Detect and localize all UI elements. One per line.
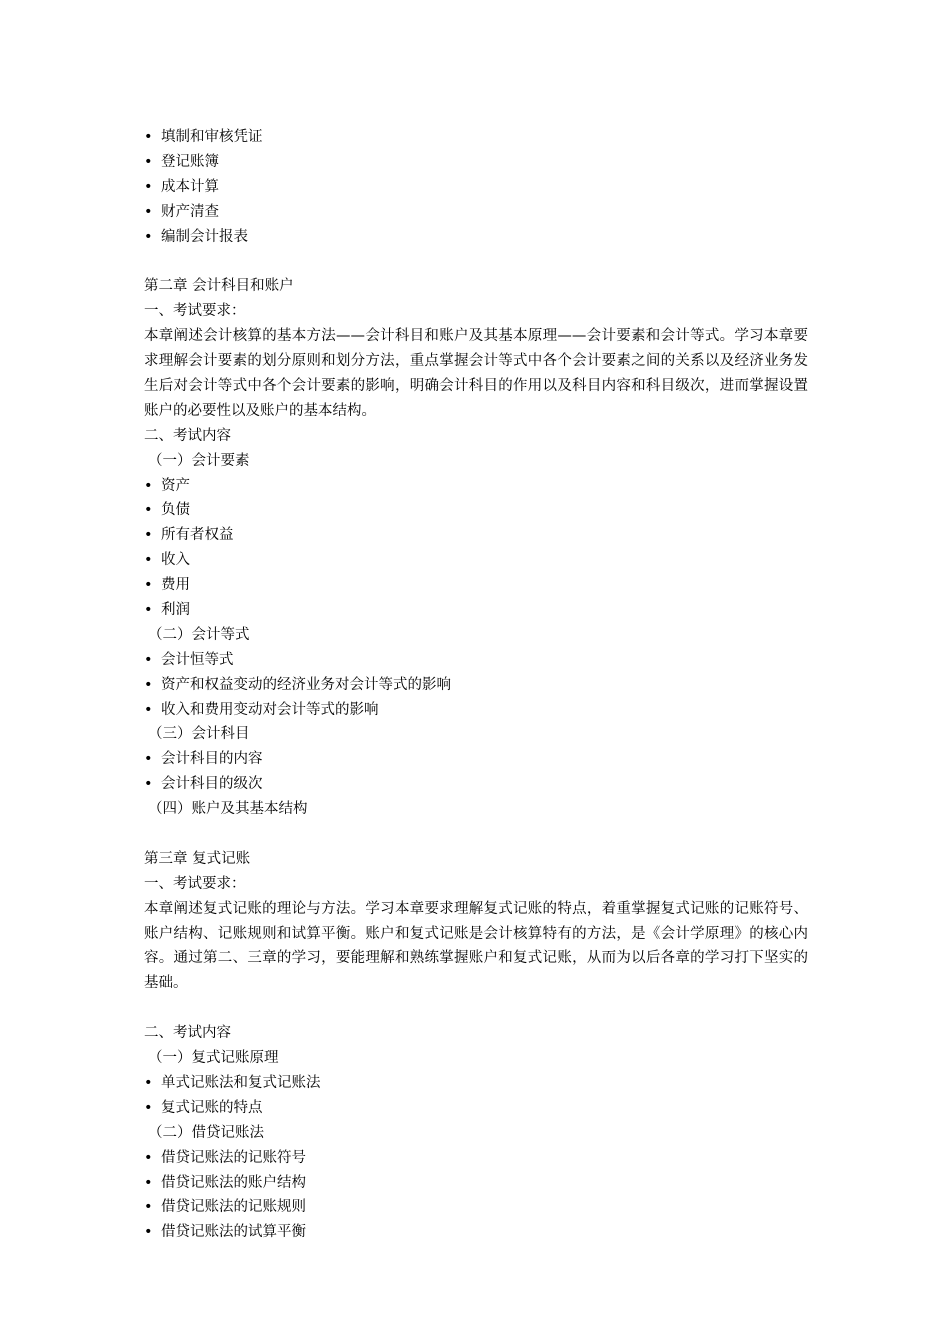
bullet-icon: •	[144, 203, 153, 220]
bullet-icon: •	[144, 1074, 153, 1091]
document-body	[144, 125, 808, 1245]
chapter1-method-list	[144, 125, 808, 249]
bullet-icon: •	[144, 552, 153, 569]
list-item: • 复式记账的特点	[144, 1096, 808, 1121]
list-item: • 资产	[144, 474, 808, 499]
chapter3-requirements-text: 本章阐述复式记账的理论与方法。学习本章要求理解复式记账的特点，着重掌握复式记账的记账符号、账户结构、记账规则和试算平衡。账户和复式记账是会计核算特有的方法，是《会计学原理》的核心内容。通过第二、三章的学习，要能理解和熟练掌握账户和复式记账，从而为以后各章的学习打下坚实的基础。	[144, 900, 808, 992]
bullet-icon: •	[144, 676, 153, 693]
list-item: • 借贷记账法的试算平衡	[144, 1220, 808, 1245]
bullet-icon: •	[144, 1224, 153, 1241]
list-item: • 收入	[144, 548, 808, 573]
chapter2-title: 第二章 会计科目和账户	[144, 278, 294, 295]
list-item: • 借贷记账法的记账符号	[144, 1146, 808, 1171]
list-item: • 借贷记账法的账户结构	[144, 1171, 808, 1196]
chapter3-subsection-2: （二）借贷记账法	[148, 1124, 264, 1141]
chapter2-content-heading: 二、考试内容	[144, 427, 231, 444]
chapter2-subsection-2: （二）会计等式	[148, 626, 250, 643]
chapter3-section	[144, 847, 808, 1245]
chapter2-subsection-3: （三）会计科目	[148, 726, 250, 743]
list-item: • 收入和费用变动对会计等式的影响	[144, 698, 808, 723]
list-item: • 会计科目的内容	[144, 747, 808, 772]
list-item: • 单式记账法和复式记账法	[144, 1071, 808, 1096]
bullet-icon: •	[144, 1099, 153, 1116]
chapter2-subsection-4: （四）账户及其基本结构	[148, 801, 308, 818]
list-item: • 利润	[144, 598, 808, 623]
list-item: • 借贷记账法的记账规则	[144, 1195, 808, 1220]
bullet-icon: •	[144, 1199, 153, 1216]
chapter3-requirements-heading: 一、考试要求：	[144, 875, 246, 892]
bullet-icon: •	[144, 577, 153, 594]
list-item: • 资产和权益变动的经济业务对会计等式的影响	[144, 673, 808, 698]
list-item: • 负债	[144, 498, 808, 523]
bullet-icon: •	[144, 153, 153, 170]
bullet-icon: •	[144, 502, 153, 519]
bullet-icon: •	[144, 1174, 153, 1191]
chapter2-section	[144, 274, 808, 822]
bullet-icon: •	[144, 601, 153, 618]
list-item: • 登记账簿	[144, 150, 808, 175]
list-item: • 费用	[144, 573, 808, 598]
list-item: • 填制和审核凭证	[144, 125, 808, 150]
bullet-icon: •	[144, 1149, 153, 1166]
list-item: • 会计科目的级次	[144, 772, 808, 797]
list-item: • 会计恒等式	[144, 648, 808, 673]
chapter2-requirements-text: 本章阐述会计核算的基本方法——会计科目和账户及其基本原理——会计要素和会计等式。学习本章要求理解会计要素的划分原则和划分方法，重点掌握会计等式中各个会计要素之间的关系以及经济业务发生后对会计等式中各个会计要素的影响，明确会计科目的作用以及科目内容和科目级次，进而掌握设置账户的必要性以及账户的基本结构。	[144, 328, 808, 419]
bullet-icon: •	[144, 129, 153, 145]
list-item: • 成本计算	[144, 175, 808, 200]
bullet-icon: •	[144, 776, 153, 793]
list-item: • 编制会计报表	[144, 225, 808, 250]
chapter2-requirements-heading: 一、考试要求：	[144, 303, 246, 320]
chapter3-subsection-1: （一）复式记账原理	[148, 1050, 279, 1067]
bullet-icon: •	[144, 701, 153, 718]
bullet-icon: •	[144, 527, 153, 544]
bullet-icon: •	[144, 178, 153, 195]
chapter2-subsection-1: （一）会计要素	[148, 452, 250, 469]
chapter3-title: 第三章 复式记账	[144, 850, 251, 867]
bullet-icon: •	[144, 228, 153, 245]
bullet-icon: •	[144, 751, 153, 768]
bullet-icon: •	[144, 477, 153, 494]
list-item: • 财产清查	[144, 200, 808, 225]
chapter3-content-heading: 二、考试内容	[144, 1025, 231, 1042]
bullet-icon: •	[144, 651, 153, 668]
list-item: • 所有者权益	[144, 523, 808, 548]
